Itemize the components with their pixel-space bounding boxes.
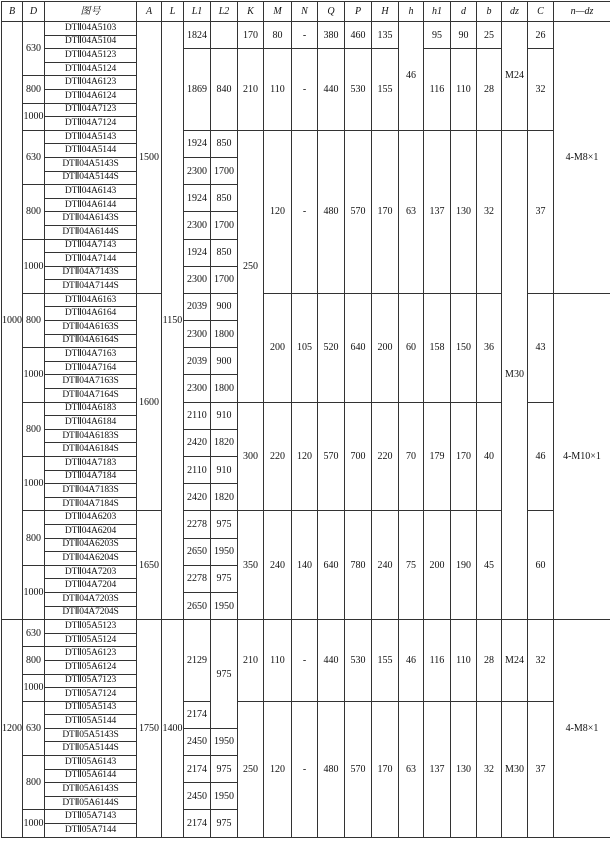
value-cell-b: 40 bbox=[477, 402, 502, 511]
value-cell-h: 155 bbox=[372, 49, 399, 131]
value-cell-l1: 1869 bbox=[184, 49, 211, 131]
value-cell-m: 120 bbox=[264, 130, 292, 293]
table-row bbox=[2, 620, 610, 634]
value-cell-k: 350 bbox=[238, 511, 264, 620]
drawing-number-cell: DTⅡ04A7143 bbox=[45, 239, 137, 253]
value-cell-q: 380 bbox=[318, 22, 345, 49]
value-cell-p: 460 bbox=[345, 22, 372, 49]
table-row bbox=[2, 22, 610, 36]
drawing-number-cell: DTⅡ04A5103 bbox=[45, 22, 137, 36]
value-cell-c: 37 bbox=[528, 130, 554, 293]
value-cell-h1: 179 bbox=[424, 402, 451, 511]
value-cell-n: - bbox=[292, 701, 318, 837]
header-p: P bbox=[345, 2, 372, 22]
value-cell-p: 530 bbox=[345, 49, 372, 131]
value-cell-n: 140 bbox=[292, 511, 318, 620]
value-cell-k: 170 bbox=[238, 22, 264, 49]
drawing-number-cell: DTⅡ04A5143S bbox=[45, 157, 137, 171]
value-cell-l1: 2420 bbox=[184, 484, 211, 511]
value-cell-h: 220 bbox=[372, 402, 399, 511]
value-cell-m: 110 bbox=[264, 49, 292, 131]
value-cell-n: - bbox=[292, 49, 318, 131]
drawing-number-cell: DTⅡ04A6204S bbox=[45, 552, 137, 566]
value-cell-l2: 1950 bbox=[211, 538, 238, 565]
value-cell-l1: 2110 bbox=[184, 457, 211, 484]
value-cell-c: 32 bbox=[528, 49, 554, 131]
value-cell-l1: 2420 bbox=[184, 429, 211, 456]
value-cell-l2: 850 bbox=[211, 239, 238, 266]
drawing-number-cell: DTⅡ05A6144 bbox=[45, 769, 137, 783]
value-cell-b: 1000 bbox=[2, 22, 23, 620]
value-cell-m: 120 bbox=[264, 701, 292, 837]
value-cell-d: 130 bbox=[451, 130, 477, 293]
value-cell-n: 120 bbox=[292, 402, 318, 511]
header-d: D bbox=[23, 2, 45, 22]
drawing-number-cell: DTⅡ04A6203 bbox=[45, 511, 137, 525]
value-cell-l1: 2174 bbox=[184, 756, 211, 783]
value-cell-k: 250 bbox=[238, 701, 264, 837]
value-cell-h: 240 bbox=[372, 511, 399, 620]
drawing-number-cell: DTⅡ04A7144S bbox=[45, 280, 137, 294]
value-cell-l2: 1800 bbox=[211, 321, 238, 348]
value-cell-l2: 1700 bbox=[211, 266, 238, 293]
drawing-number-cell: DTⅡ04A6183S bbox=[45, 429, 137, 443]
value-cell-l1: 2650 bbox=[184, 592, 211, 619]
value-cell-q: 440 bbox=[318, 49, 345, 131]
value-cell-d: 800 bbox=[23, 402, 45, 456]
drawing-number-cell: DTⅡ04A6144 bbox=[45, 198, 137, 212]
drawing-number-cell: DTⅡ05A5144 bbox=[45, 715, 137, 729]
drawing-number-cell: DTⅡ05A5144S bbox=[45, 742, 137, 756]
value-cell-h1: 116 bbox=[424, 49, 451, 131]
drawing-number-cell: DTⅡ04A6163S bbox=[45, 321, 137, 335]
drawing-number-cell: DTⅡ05A7144 bbox=[45, 824, 137, 838]
value-cell-l1: 1924 bbox=[184, 185, 211, 212]
value-cell-l1: 2174 bbox=[184, 810, 211, 837]
drawing-number-cell: DTⅡ04A7164S bbox=[45, 389, 137, 403]
drawing-number-cell: DTⅡ04A5143 bbox=[45, 130, 137, 144]
table-body bbox=[2, 22, 610, 838]
value-cell-l1: 2174 bbox=[184, 701, 211, 728]
drawing-number-cell: DTⅡ04A7124 bbox=[45, 117, 137, 131]
drawing-number-cell: DTⅡ04A5123 bbox=[45, 49, 137, 63]
value-cell-d: 800 bbox=[23, 756, 45, 810]
value-cell-h: 46 bbox=[399, 22, 424, 131]
drawing-number-cell: DTⅡ04A6164S bbox=[45, 334, 137, 348]
drawing-number-cell: DTⅡ04A7123 bbox=[45, 103, 137, 117]
header-c: C bbox=[528, 2, 554, 22]
value-cell-d: 150 bbox=[451, 293, 477, 402]
value-cell-l2: 1700 bbox=[211, 157, 238, 184]
dimension-table bbox=[1, 1, 610, 838]
value-cell-h: 60 bbox=[399, 293, 424, 402]
value-cell-l2: 900 bbox=[211, 348, 238, 375]
drawing-number-cell: DTⅡ04A7164 bbox=[45, 361, 137, 375]
header-m: M bbox=[264, 2, 292, 22]
drawing-number-cell: DTⅡ05A6143S bbox=[45, 783, 137, 797]
value-cell-l1: 2300 bbox=[184, 375, 211, 402]
value-cell-c: 46 bbox=[528, 402, 554, 511]
value-cell-d: 630 bbox=[23, 22, 45, 76]
value-cell-l2: 1820 bbox=[211, 429, 238, 456]
value-cell-l1: 2278 bbox=[184, 565, 211, 592]
value-cell-h: 63 bbox=[399, 701, 424, 837]
value-cell-h: 46 bbox=[399, 620, 424, 702]
drawing-number-cell: DTⅡ04A6143 bbox=[45, 185, 137, 199]
value-cell-d: 1000 bbox=[23, 348, 45, 402]
value-cell-a: 1650 bbox=[137, 511, 162, 620]
drawing-number-cell: DTⅡ04A6184S bbox=[45, 443, 137, 457]
value-cell-l1: 2300 bbox=[184, 321, 211, 348]
value-cell-l2: 1820 bbox=[211, 484, 238, 511]
drawing-number-cell: DTⅡ04A7143S bbox=[45, 266, 137, 280]
drawing-number-cell: DTⅡ05A5124 bbox=[45, 633, 137, 647]
value-cell-b: 36 bbox=[477, 293, 502, 402]
value-cell-h1: 137 bbox=[424, 130, 451, 293]
value-cell-h: 70 bbox=[399, 402, 424, 511]
value-cell-n: 105 bbox=[292, 293, 318, 402]
value-cell-d: 630 bbox=[23, 620, 45, 647]
value-cell-n: - bbox=[292, 22, 318, 49]
value-cell-d: 800 bbox=[23, 76, 45, 103]
value-cell-l2: 1800 bbox=[211, 375, 238, 402]
value-cell-l2: 975 bbox=[211, 810, 238, 837]
header-h-lower: h bbox=[399, 2, 424, 22]
value-cell-n-dz: 4-M10×1 bbox=[554, 293, 610, 619]
value-cell-k: 300 bbox=[238, 402, 264, 511]
value-cell-p: 640 bbox=[345, 293, 372, 402]
drawing-number-cell: DTⅡ04A7183S bbox=[45, 484, 137, 498]
header-h: H bbox=[372, 2, 399, 22]
header-d-lower: d bbox=[451, 2, 477, 22]
drawing-number-cell: DTⅡ05A7123 bbox=[45, 674, 137, 688]
value-cell-b: 32 bbox=[477, 701, 502, 837]
header-b: B bbox=[2, 2, 23, 22]
drawing-number-cell: DTⅡ04A7203 bbox=[45, 565, 137, 579]
value-cell-l2: 975 bbox=[211, 756, 238, 783]
value-cell-l1: 2278 bbox=[184, 511, 211, 538]
value-cell-l1: 2300 bbox=[184, 212, 211, 239]
value-cell-l2: 850 bbox=[211, 130, 238, 157]
header-h1: h1 bbox=[424, 2, 451, 22]
value-cell-l1: 2450 bbox=[184, 783, 211, 810]
value-cell-dz: M24 bbox=[502, 620, 528, 702]
value-cell-d: 800 bbox=[23, 185, 45, 239]
drawing-number-cell: DTⅡ04A5144 bbox=[45, 144, 137, 158]
drawing-number-cell: DTⅡ04A6144S bbox=[45, 225, 137, 239]
value-cell-l2: 910 bbox=[211, 457, 238, 484]
value-cell-l2: 1950 bbox=[211, 592, 238, 619]
drawing-number-cell: DTⅡ04A7184S bbox=[45, 497, 137, 511]
drawing-number-cell: DTⅡ04A7204 bbox=[45, 579, 137, 593]
value-cell-dz: M24 bbox=[502, 22, 528, 131]
value-cell-d: 800 bbox=[23, 511, 45, 565]
drawing-number-cell: DTⅡ04A5104 bbox=[45, 35, 137, 49]
value-cell-d: 170 bbox=[451, 402, 477, 511]
value-cell-l1: 1924 bbox=[184, 130, 211, 157]
value-cell-l2: 1950 bbox=[211, 783, 238, 810]
value-cell-d: 90 bbox=[451, 22, 477, 49]
value-cell-l2: 1950 bbox=[211, 728, 238, 755]
value-cell-h: 200 bbox=[372, 293, 399, 402]
drawing-number-cell: DTⅡ05A6124 bbox=[45, 660, 137, 674]
value-cell-b: 45 bbox=[477, 511, 502, 620]
drawing-number-cell: DTⅡ04A7183 bbox=[45, 457, 137, 471]
value-cell-d: 110 bbox=[451, 620, 477, 702]
value-cell-l: 1400 bbox=[162, 620, 184, 838]
value-cell-a: 1600 bbox=[137, 293, 162, 511]
drawing-number-cell: DTⅡ04A6164 bbox=[45, 307, 137, 321]
drawing-number-cell: DTⅡ04A7203S bbox=[45, 592, 137, 606]
header-n-dz: n—dz bbox=[554, 2, 610, 22]
value-cell-d: 1000 bbox=[23, 239, 45, 293]
value-cell-h: 135 bbox=[372, 22, 399, 49]
value-cell-l1: 2129 bbox=[184, 620, 211, 702]
value-cell-p: 530 bbox=[345, 620, 372, 702]
value-cell-m: 110 bbox=[264, 620, 292, 702]
header-l1: L1 bbox=[184, 2, 211, 22]
drawing-number-cell: DTⅡ05A6144S bbox=[45, 796, 137, 810]
header-drawing-no: 图号 bbox=[45, 2, 137, 22]
value-cell-dz: M30 bbox=[502, 701, 528, 837]
value-cell-a: 1500 bbox=[137, 22, 162, 294]
drawing-number-cell: DTⅡ04A6203S bbox=[45, 538, 137, 552]
header-row bbox=[2, 2, 610, 22]
value-cell-m: 220 bbox=[264, 402, 292, 511]
value-cell-l1: 1924 bbox=[184, 239, 211, 266]
value-cell-h: 75 bbox=[399, 511, 424, 620]
value-cell-c: 32 bbox=[528, 620, 554, 702]
value-cell-n: - bbox=[292, 620, 318, 702]
header-q: Q bbox=[318, 2, 345, 22]
value-cell-b: 32 bbox=[477, 130, 502, 293]
value-cell-l2: 840 bbox=[211, 49, 238, 131]
value-cell-b: 25 bbox=[477, 22, 502, 49]
value-cell-a: 1750 bbox=[137, 620, 162, 838]
value-cell-dz: M30 bbox=[502, 130, 528, 619]
value-cell-d: 1000 bbox=[23, 565, 45, 619]
value-cell-c: 37 bbox=[528, 701, 554, 837]
value-cell-d: 1000 bbox=[23, 457, 45, 511]
value-cell-l2: 910 bbox=[211, 402, 238, 429]
value-cell-n-dz: 4-M8×1 bbox=[554, 22, 610, 294]
header-l2: L2 bbox=[211, 2, 238, 22]
drawing-number-cell: DTⅡ04A7163 bbox=[45, 348, 137, 362]
drawing-number-cell: DTⅡ04A6123 bbox=[45, 76, 137, 90]
value-cell-b: 28 bbox=[477, 620, 502, 702]
drawing-number-cell: DTⅡ04A6143S bbox=[45, 212, 137, 226]
drawing-number-cell: DTⅡ04A6124 bbox=[45, 89, 137, 103]
drawing-number-cell: DTⅡ04A5144S bbox=[45, 171, 137, 185]
value-cell-c: 26 bbox=[528, 22, 554, 49]
value-cell-d: 1000 bbox=[23, 103, 45, 130]
value-cell-d: 800 bbox=[23, 293, 45, 347]
value-cell-d: 190 bbox=[451, 511, 477, 620]
value-cell-q: 570 bbox=[318, 402, 345, 511]
value-cell-m: 240 bbox=[264, 511, 292, 620]
value-cell-l1: 1824 bbox=[184, 22, 211, 49]
drawing-number-cell: DTⅡ04A7204S bbox=[45, 606, 137, 620]
value-cell-l1: 2300 bbox=[184, 266, 211, 293]
header-n: N bbox=[292, 2, 318, 22]
value-cell-l2: 975 bbox=[211, 620, 238, 729]
value-cell-b: 28 bbox=[477, 49, 502, 131]
value-cell-q: 480 bbox=[318, 701, 345, 837]
header-dz: dz bbox=[502, 2, 528, 22]
drawing-number-cell: DTⅡ05A5143 bbox=[45, 701, 137, 715]
value-cell-h: 63 bbox=[399, 130, 424, 293]
value-cell-l1: 2039 bbox=[184, 293, 211, 320]
value-cell-h1: 137 bbox=[424, 701, 451, 837]
value-cell-l1: 2039 bbox=[184, 348, 211, 375]
value-cell-d: 630 bbox=[23, 130, 45, 184]
header-l: L bbox=[162, 2, 184, 22]
value-cell-d: 1000 bbox=[23, 810, 45, 837]
value-cell-q: 640 bbox=[318, 511, 345, 620]
value-cell-q: 440 bbox=[318, 620, 345, 702]
drawing-number-cell: DTⅡ04A7163S bbox=[45, 375, 137, 389]
value-cell-q: 520 bbox=[318, 293, 345, 402]
value-cell-h: 170 bbox=[372, 701, 399, 837]
value-cell-l2 bbox=[211, 22, 238, 49]
value-cell-l2: 900 bbox=[211, 293, 238, 320]
value-cell-h1: 116 bbox=[424, 620, 451, 702]
drawing-number-cell: DTⅡ04A6204 bbox=[45, 524, 137, 538]
drawing-number-cell: DTⅡ05A7124 bbox=[45, 688, 137, 702]
value-cell-m: 200 bbox=[264, 293, 292, 402]
value-cell-d: 130 bbox=[451, 701, 477, 837]
value-cell-h1: 95 bbox=[424, 22, 451, 49]
value-cell-c: 43 bbox=[528, 293, 554, 402]
value-cell-l1: 2300 bbox=[184, 157, 211, 184]
drawing-number-cell: DTⅡ04A5124 bbox=[45, 62, 137, 76]
drawing-number-cell: DTⅡ05A6143 bbox=[45, 756, 137, 770]
drawing-number-cell: DTⅡ05A5143S bbox=[45, 728, 137, 742]
value-cell-l2: 850 bbox=[211, 185, 238, 212]
drawing-number-cell: DTⅡ04A6184 bbox=[45, 416, 137, 430]
value-cell-m: 80 bbox=[264, 22, 292, 49]
value-cell-l1: 2110 bbox=[184, 402, 211, 429]
value-cell-b: 1200 bbox=[2, 620, 23, 838]
drawing-number-cell: DTⅡ04A7184 bbox=[45, 470, 137, 484]
value-cell-d: 800 bbox=[23, 647, 45, 674]
header-k: K bbox=[238, 2, 264, 22]
value-cell-h1: 200 bbox=[424, 511, 451, 620]
table-row bbox=[2, 701, 610, 715]
header-a: A bbox=[137, 2, 162, 22]
drawing-number-cell: DTⅡ04A6163 bbox=[45, 293, 137, 307]
value-cell-c: 60 bbox=[528, 511, 554, 620]
drawing-number-cell: DTⅡ04A7144 bbox=[45, 253, 137, 267]
value-cell-p: 570 bbox=[345, 701, 372, 837]
value-cell-d: 630 bbox=[23, 701, 45, 755]
value-cell-l1: 2650 bbox=[184, 538, 211, 565]
value-cell-l2: 1700 bbox=[211, 212, 238, 239]
value-cell-k: 250 bbox=[238, 130, 264, 402]
value-cell-p: 780 bbox=[345, 511, 372, 620]
value-cell-d: 1000 bbox=[23, 674, 45, 701]
value-cell-k: 210 bbox=[238, 49, 264, 131]
value-cell-h: 155 bbox=[372, 620, 399, 702]
value-cell-l2: 975 bbox=[211, 565, 238, 592]
value-cell-l1: 2450 bbox=[184, 728, 211, 755]
value-cell-p: 570 bbox=[345, 130, 372, 293]
drawing-number-cell: DTⅡ05A7143 bbox=[45, 810, 137, 824]
value-cell-h1: 158 bbox=[424, 293, 451, 402]
table-row bbox=[2, 130, 610, 144]
value-cell-d: 110 bbox=[451, 49, 477, 131]
value-cell-p: 700 bbox=[345, 402, 372, 511]
drawing-number-cell: DTⅡ04A6183 bbox=[45, 402, 137, 416]
header-b-lower: b bbox=[477, 2, 502, 22]
value-cell-h: 170 bbox=[372, 130, 399, 293]
value-cell-n: - bbox=[292, 130, 318, 293]
drawing-number-cell: DTⅡ05A5123 bbox=[45, 620, 137, 634]
value-cell-l2: 975 bbox=[211, 511, 238, 538]
value-cell-n-dz: 4-M8×1 bbox=[554, 620, 610, 838]
drawing-number-cell: DTⅡ05A6123 bbox=[45, 647, 137, 661]
value-cell-l: 1150 bbox=[162, 22, 184, 620]
value-cell-q: 480 bbox=[318, 130, 345, 293]
value-cell-k: 210 bbox=[238, 620, 264, 702]
